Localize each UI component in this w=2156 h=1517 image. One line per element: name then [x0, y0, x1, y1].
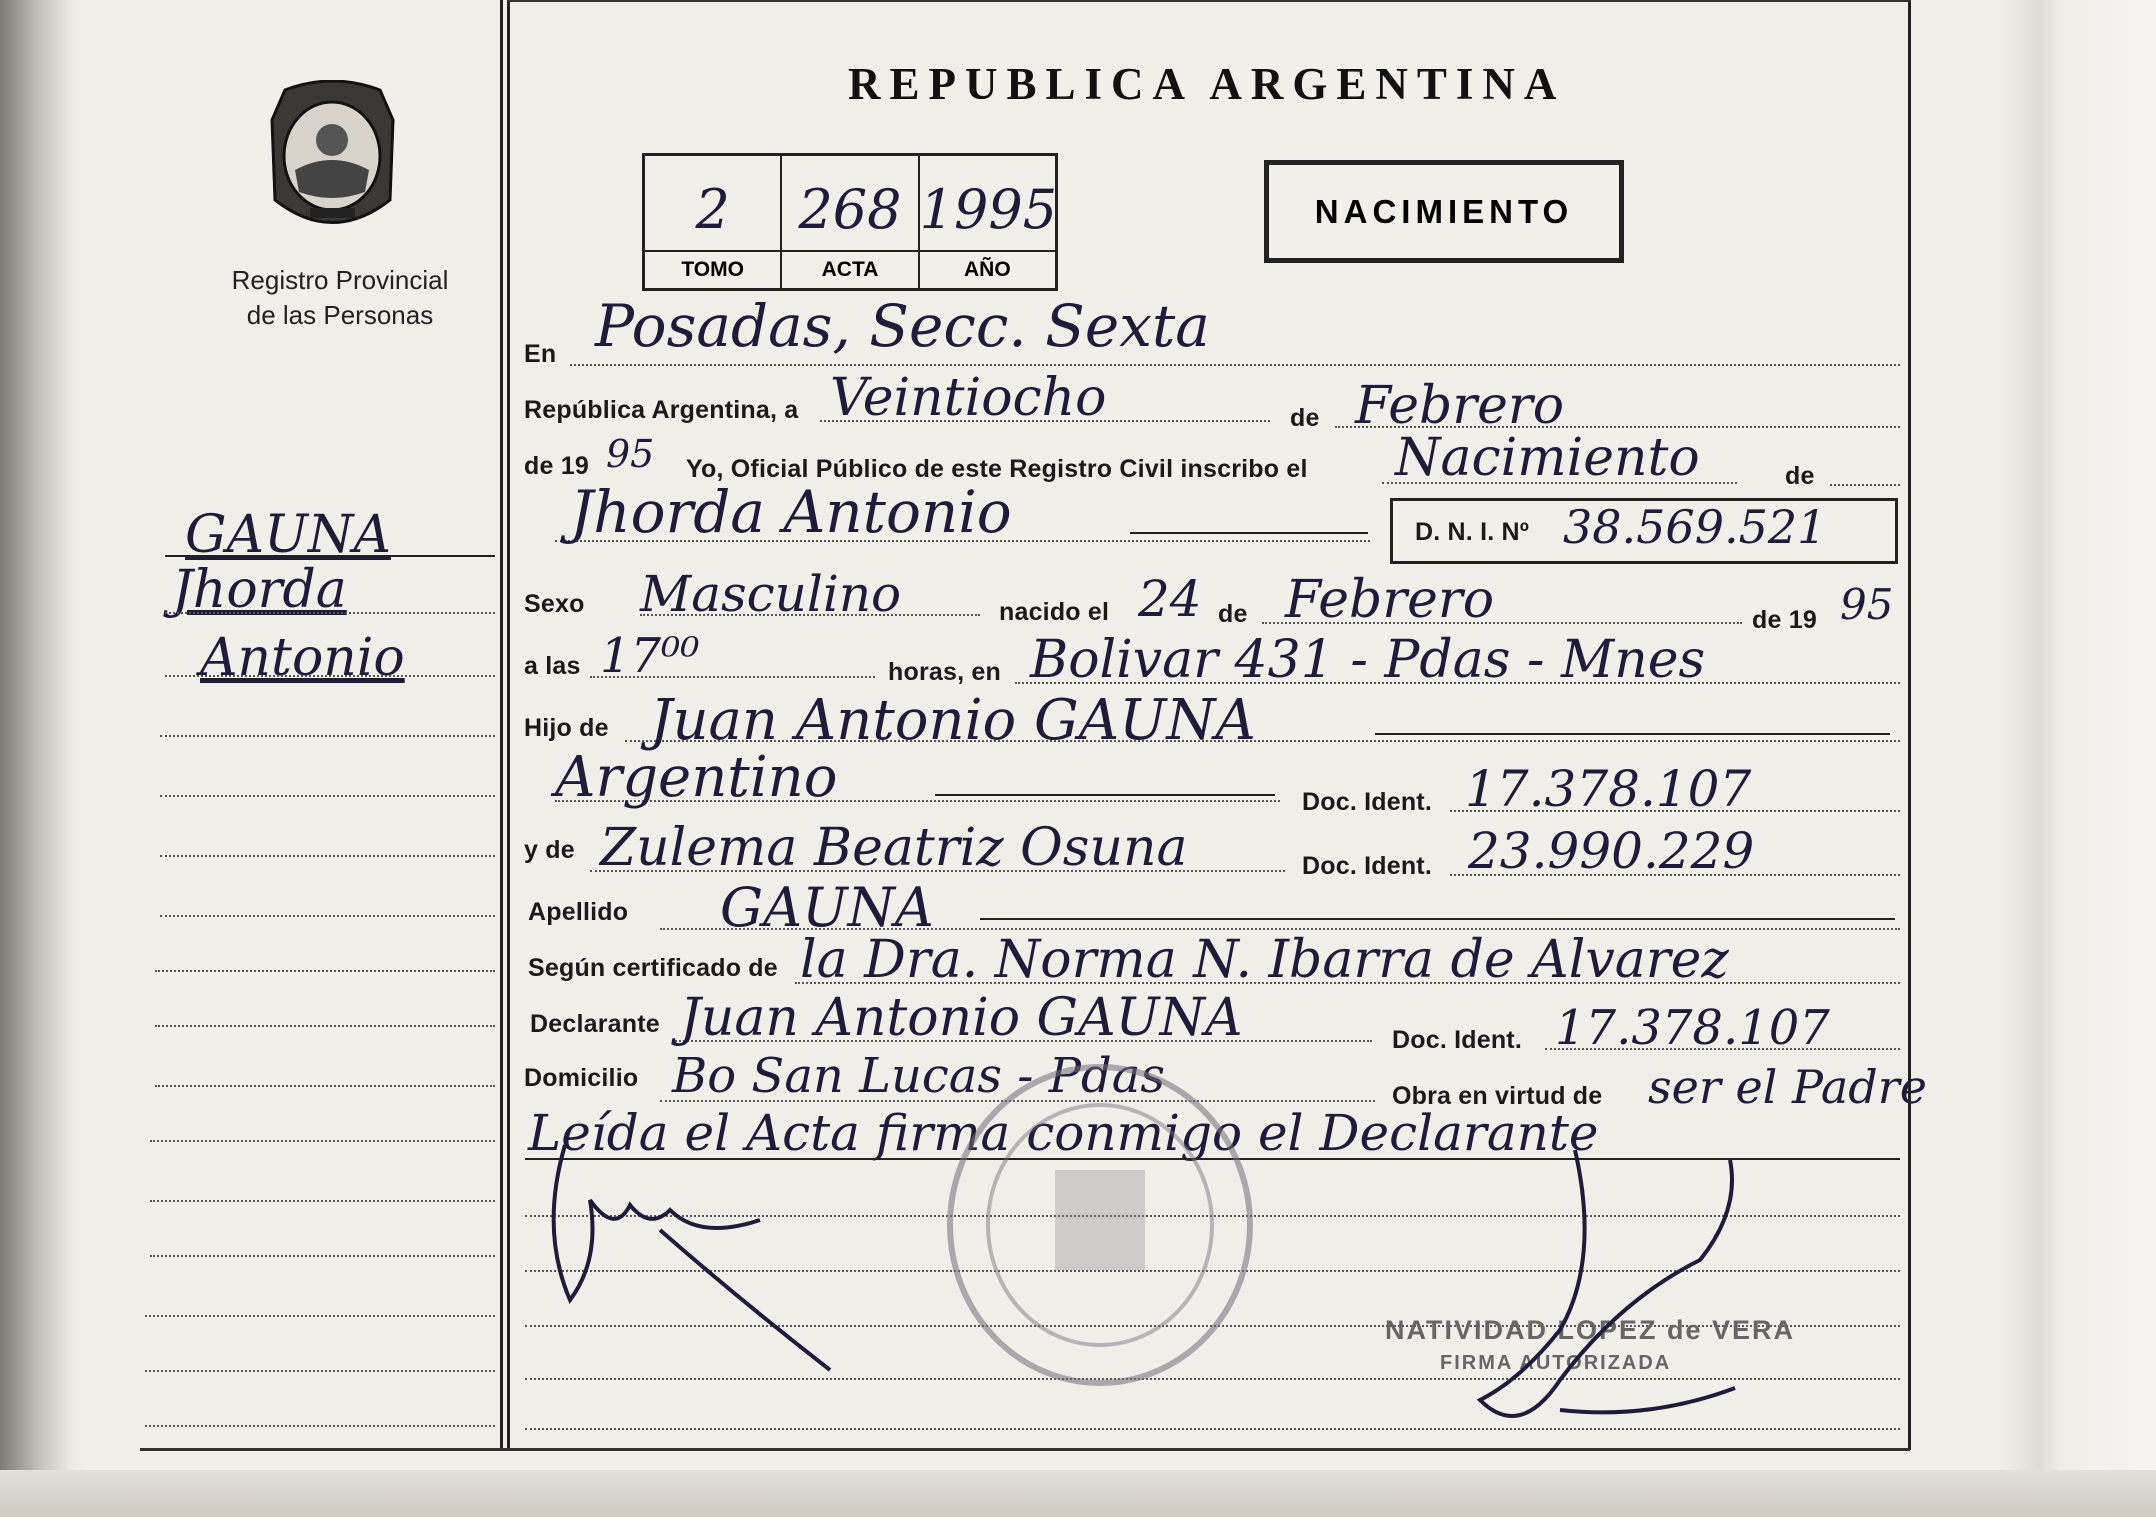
label-de-end: de: [1785, 462, 1815, 490]
official-title: FIRMA AUTORIZADA: [1440, 1352, 1672, 1374]
field-declarante-doc: 17.378.107: [1555, 1000, 1830, 1056]
label-doc3: Doc. Ident.: [1392, 1026, 1522, 1054]
label-de19b: de 19: [1752, 606, 1817, 634]
field-padre: Juan Antonio GAUNA: [650, 688, 1256, 753]
form-bottom-border: [140, 1448, 1910, 1451]
book-binding: [0, 0, 70, 1517]
margin-line: [165, 612, 495, 614]
margin-divider: [500, 0, 503, 1450]
provincial-seal-icon: [265, 80, 400, 232]
field-ano-nac-yy: 95: [1840, 580, 1894, 629]
field-lugar-nac: Bolivar 431 - Pdas - Mnes: [1030, 630, 1706, 690]
margin-line: [160, 855, 495, 857]
margin-line: [155, 970, 495, 972]
field-line: [570, 364, 1900, 366]
field-nombre: Jhorda Antonio: [570, 478, 1012, 546]
field-padre-nac: Argentino: [555, 745, 838, 810]
label-de: de: [1290, 404, 1320, 432]
label-doc2: Doc. Ident.: [1302, 852, 1432, 880]
label-en: En: [524, 340, 557, 368]
field-madre: Zulema Beatriz Osuna: [600, 818, 1188, 878]
label-alas: a las: [524, 652, 581, 680]
field-line: [1375, 733, 1890, 735]
margin-line: [160, 795, 495, 797]
ano-label: AÑO: [920, 250, 1055, 288]
field-domicilio: Bo San Lucas - Pdas: [672, 1048, 1166, 1104]
margin-middlename: Antonio: [200, 628, 405, 688]
registry-name-line1: Registro Provincial: [231, 265, 449, 295]
margin-line: [165, 675, 495, 677]
label-yo: Yo, Oficial Público de este Registro Civil inscribo el: [686, 455, 1308, 483]
label-apellido: Apellido: [528, 898, 629, 926]
margin-firstname: Jhorda: [172, 560, 347, 620]
record-type-box: NACIMIENTO: [1264, 160, 1624, 263]
form-right-border: [1908, 0, 1911, 1450]
form-line: [525, 1428, 1900, 1430]
label-dni: D. N. I. Nº: [1415, 518, 1530, 546]
label-segun: Según certificado de: [528, 954, 778, 982]
field-dia-nac: 24: [1138, 570, 1202, 628]
margin-line: [150, 1200, 495, 1202]
margin-line: [150, 1140, 495, 1142]
field-line: [980, 918, 1895, 920]
label-doc1: Doc. Ident.: [1302, 788, 1432, 816]
margin-line: [145, 1315, 495, 1317]
field-certificado: la Dra. Norma N. Ibarra de Alvarez: [800, 930, 1729, 990]
margin-line: [155, 1025, 495, 1027]
ano-value: 1995: [919, 178, 1058, 241]
official-stamp-icon: [940, 1060, 1260, 1390]
label-de19: de 19: [524, 452, 589, 480]
margin-line: [145, 1425, 495, 1427]
acta-value: 268: [798, 178, 902, 241]
label-nacido: nacido el: [999, 598, 1110, 626]
margin-line: [160, 735, 495, 737]
label-domicilio: Domicilio: [524, 1064, 639, 1092]
label-sexo: Sexo: [524, 590, 585, 618]
field-madre-doc: 23.990.229: [1468, 822, 1755, 880]
field-declarante: Juan Antonio GAUNA: [680, 988, 1243, 1048]
field-lugar: Posadas, Secc. Sexta: [595, 292, 1210, 360]
margin-surname: GAUNA: [185, 505, 391, 565]
label-declarante: Declarante: [530, 1010, 660, 1038]
field-ano-yy: 95: [606, 432, 655, 476]
margin-line: [165, 555, 495, 557]
label-yde: y de: [524, 836, 575, 864]
margin-line: [160, 915, 495, 917]
registry-name-line2: de las Personas: [246, 300, 434, 330]
field-dia: Veintiocho: [830, 368, 1107, 428]
margin-line: [145, 1370, 495, 1372]
label-obra: Obra en virtud de: [1392, 1082, 1603, 1110]
field-apellido: GAUNA: [720, 876, 934, 939]
field-sexo: Masculino: [640, 565, 902, 623]
field-leida: Leída el Acta firma conmigo el Declarante: [528, 1104, 1599, 1162]
form-top-border: [507, 0, 1911, 2]
label-de-mid: de: [1218, 600, 1248, 628]
field-line: [1830, 484, 1900, 486]
ano-cell: [919, 156, 1058, 288]
page-bottom-edge: [0, 1470, 2156, 1517]
tomo-label: TOMO: [645, 250, 780, 288]
official-name: NATIVIDAD LOPEZ de VERA: [1385, 1315, 1796, 1345]
margin-line: [150, 1255, 495, 1257]
margin-line: [155, 1085, 495, 1087]
field-dni: 38.569.521: [1563, 500, 1827, 554]
label-republica: República Argentina, a: [524, 396, 799, 424]
label-horas: horas, en: [888, 658, 1001, 686]
acta-cell: [782, 156, 919, 288]
country-title: REPUBLICA ARGENTINA: [848, 59, 1566, 109]
label-hijo: Hijo de: [524, 714, 609, 742]
tomo-cell: [645, 156, 782, 288]
field-mes-nac: Febrero: [1285, 570, 1495, 630]
field-line: [935, 794, 1275, 796]
acta-label: ACTA: [782, 250, 917, 288]
field-line: [1130, 532, 1368, 534]
reference-table: [642, 153, 1058, 291]
field-padre-doc: 17.378.107: [1465, 760, 1752, 818]
field-hora: 17⁰⁰: [600, 628, 700, 684]
tomo-value: 2: [695, 178, 730, 241]
field-inscripcion: Nacimiento: [1395, 428, 1700, 488]
field-mes: Febrero: [1355, 376, 1565, 436]
field-obra: ser el Padre: [1648, 1060, 1927, 1114]
form-left-border: [507, 0, 510, 1450]
